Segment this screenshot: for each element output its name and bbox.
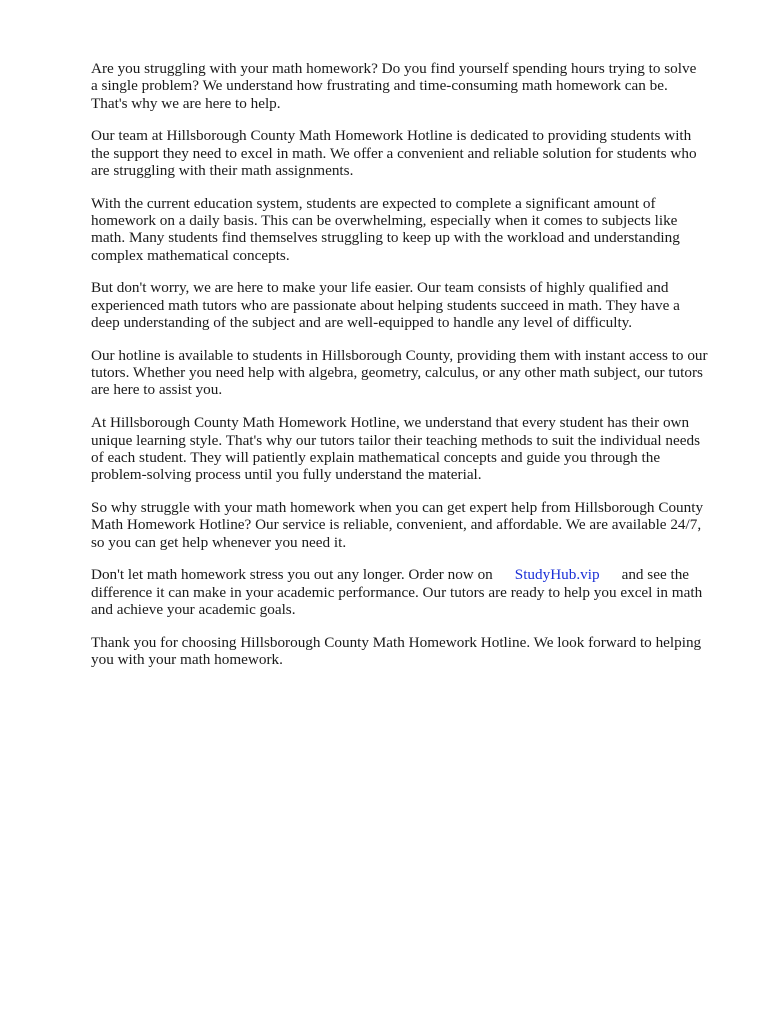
- text-line: problem-solving process until you fully understand the material.: [91, 466, 482, 484]
- text-line: tutors. Whether you need help with algebra, geometry, calculus, or any other math subject, our tutors: [91, 364, 703, 382]
- paragraph-closing: [91, 634, 727, 669]
- paragraph-team: [91, 127, 727, 179]
- text-line: Our hotline is available to students in Hillsborough County, providing them with instant access to our: [91, 346, 708, 364]
- paragraph-learning-style: [91, 414, 727, 483]
- cta-text-before-link: Don't let math homework stress you out any longer. Order now on: [91, 566, 493, 584]
- text-line: so you can get help whenever you need it.: [91, 533, 347, 551]
- paragraph-call-to-action: [91, 566, 727, 618]
- paragraph-hotline: [91, 347, 727, 399]
- text-line: Thank you for choosing Hillsborough County Math Homework Hotline. We look forward to helping: [91, 633, 702, 651]
- paragraph-why-struggle: [91, 499, 727, 551]
- text-line: difference it can make in your academic performance. Our tutors are ready to help you excel in math: [91, 583, 703, 601]
- studyhub-link[interactable]: StudyHub.vip: [514, 566, 600, 584]
- text-line: deep understanding of the subject and are well-equipped to handle any level of difficulty.: [91, 314, 633, 332]
- paragraph-tutors: [91, 279, 727, 331]
- text-line: unique learning style. That's why our tutors tailor their teaching methods to suit the individual needs: [91, 431, 700, 449]
- text-line: Our team at Hillsborough County Math Homework Hotline is dedicated to providing students with: [91, 127, 692, 145]
- text-line: the support they need to excel in math. We offer a convenient and reliable solution for students who: [91, 144, 697, 162]
- text-line: complex mathematical concepts.: [91, 246, 290, 264]
- paragraph-education-system: [91, 195, 727, 264]
- text-line: math. Many students find themselves struggling to keep up with the workload and understanding: [91, 229, 680, 247]
- text-line: homework on a daily basis. This can be overwhelming, especially when it comes to subjects like: [91, 212, 678, 230]
- text-line: [91, 566, 727, 583]
- text-line: Are you struggling with your math homework? Do you find yourself spending hours trying to solve: [91, 60, 697, 77]
- text-line: So why struggle with your math homework when you can get expert help from Hillsborough County: [91, 498, 704, 516]
- text-line: a single problem? We understand how frustrating and time-consuming math homework can be.: [91, 77, 668, 95]
- text-line: But don't worry, we are here to make your life easier. Our team consists of highly qualified and: [91, 279, 669, 297]
- text-line: Math Homework Hotline? Our service is reliable, convenient, and affordable. We are available 24/7,: [91, 516, 702, 534]
- document-page: [91, 60, 727, 684]
- text-line: At Hillsborough County Math Homework Hotline, we understand that every student has their own: [91, 414, 690, 432]
- paragraph-intro: [91, 60, 727, 112]
- text-line: experienced math tutors who are passionate about helping students succeed in math. They have a: [91, 296, 680, 314]
- text-line: are struggling with their math assignments.: [91, 161, 354, 179]
- cta-text-after-link: and see the: [621, 566, 690, 584]
- text-line: With the current education system, students are expected to complete a significant amount of: [91, 194, 656, 212]
- text-line: you with your math homework.: [91, 651, 283, 669]
- text-line: That's why we are here to help.: [91, 94, 281, 112]
- text-line: and achieve your academic goals.: [91, 600, 296, 618]
- text-line: are here to assist you.: [91, 381, 223, 399]
- text-line: of each student. They will patiently explain mathematical concepts and guide you through the: [91, 448, 661, 466]
